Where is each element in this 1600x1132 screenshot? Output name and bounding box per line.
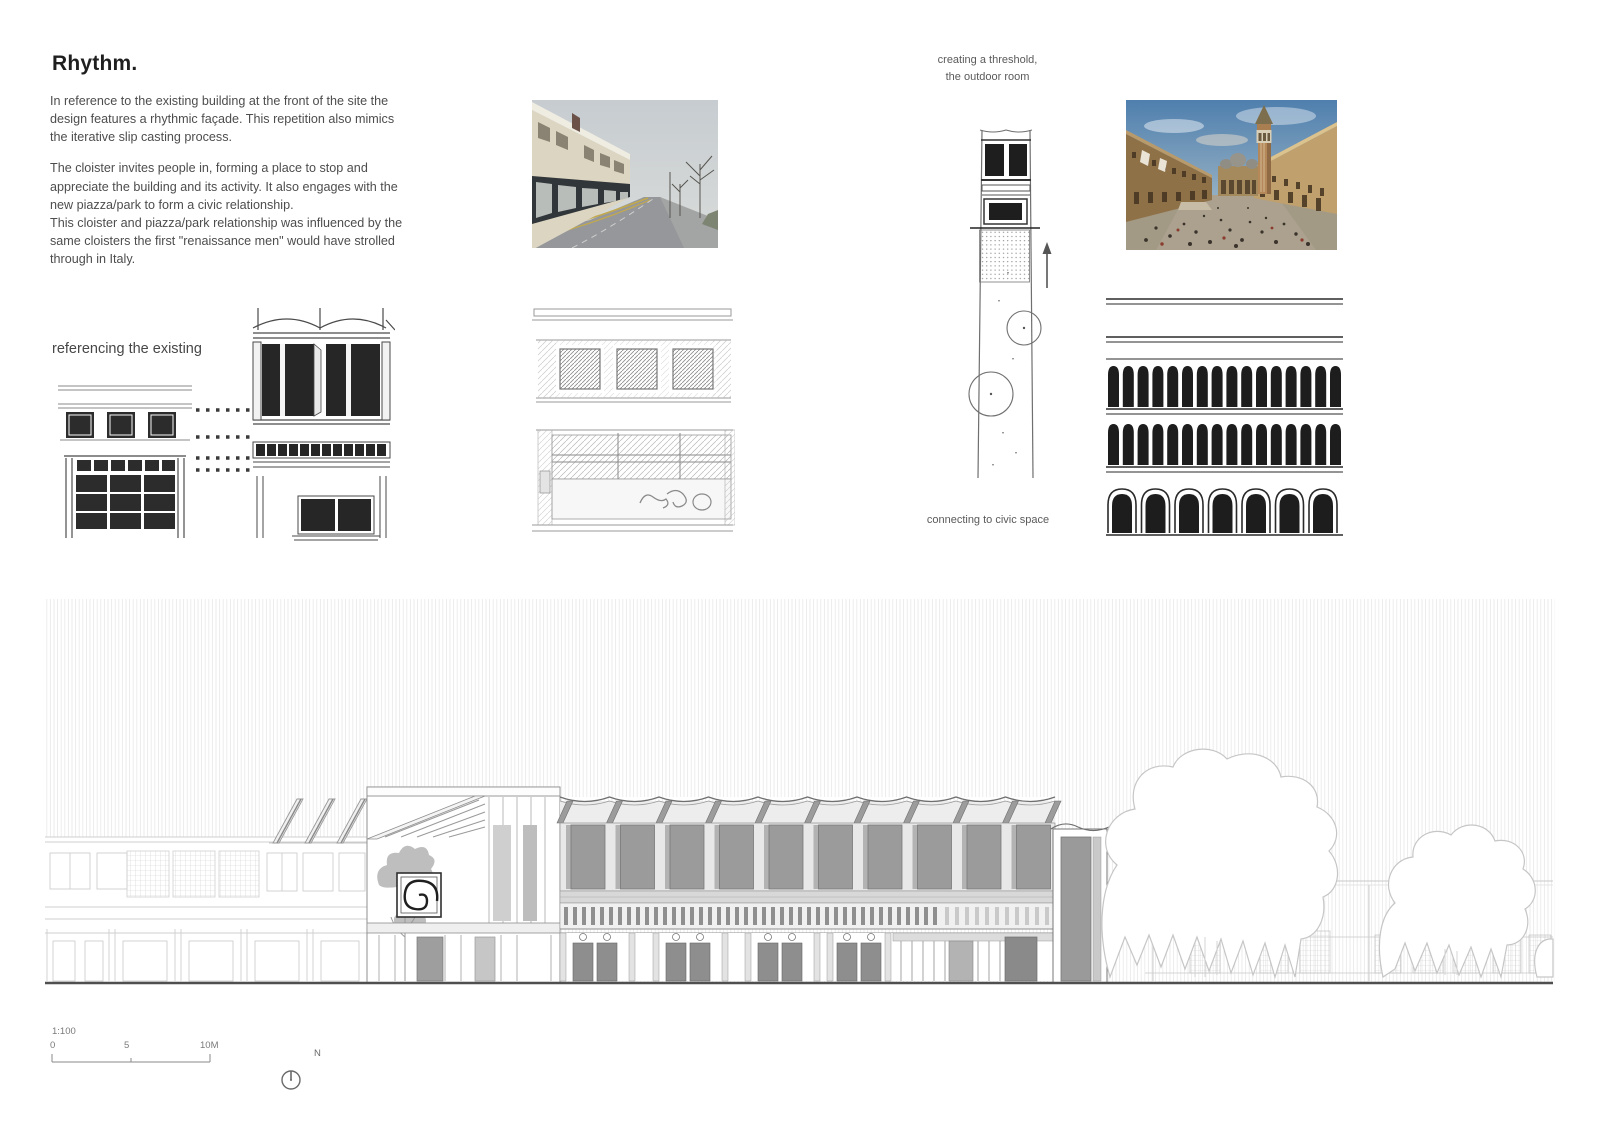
scale-bar — [48, 1026, 368, 1076]
site-elevation-drawing — [45, 585, 1555, 989]
arcade-sketch — [1104, 295, 1345, 541]
up-arrow-icon — [1043, 242, 1052, 288]
threshold-caption: creating a threshold, the outdoor room — [937, 54, 1038, 83]
intro-paragraph-2 — [50, 159, 406, 268]
scale-bar-line — [48, 1052, 223, 1066]
venice-painting — [1126, 100, 1337, 250]
scale-tick-5: 5 — [124, 1040, 130, 1051]
north-arrow-icon — [278, 1066, 304, 1092]
north-indicator — [278, 1040, 338, 1070]
page-title: Rhythm. — [52, 52, 138, 75]
intro-text — [50, 92, 406, 281]
scale-tick-10: 10M — [200, 1040, 219, 1051]
civic-caption: connecting to civic space — [926, 514, 1050, 526]
referencing-label: referencing the existing — [52, 341, 202, 357]
referencing-sketch — [50, 300, 395, 545]
shopfront-sketch — [530, 303, 735, 540]
scale-ratio: 1:100 — [52, 1026, 76, 1037]
threshold-tower-diagram — [952, 122, 1056, 512]
north-label: N — [314, 1048, 321, 1059]
scale-tick-0: 0 — [50, 1040, 56, 1051]
intro-paragraph-1: In reference to the existing building at the front of the site the design features a rhythmic façade. This repetition also mimics the iterative slip casting process. — [50, 94, 395, 145]
intro-paragraph-2b: This cloister and piazza/park relationship was influenced by the same cloisters the first "renaissance men" would have strolled through in Italy. — [50, 215, 403, 266]
intro-paragraph-2a: The cloister invites people in, forming a place to stop and appreciate the building and its activity. It also engages with the new piazza/park to form a civic relationship. — [50, 161, 398, 212]
street-photo — [532, 100, 718, 248]
